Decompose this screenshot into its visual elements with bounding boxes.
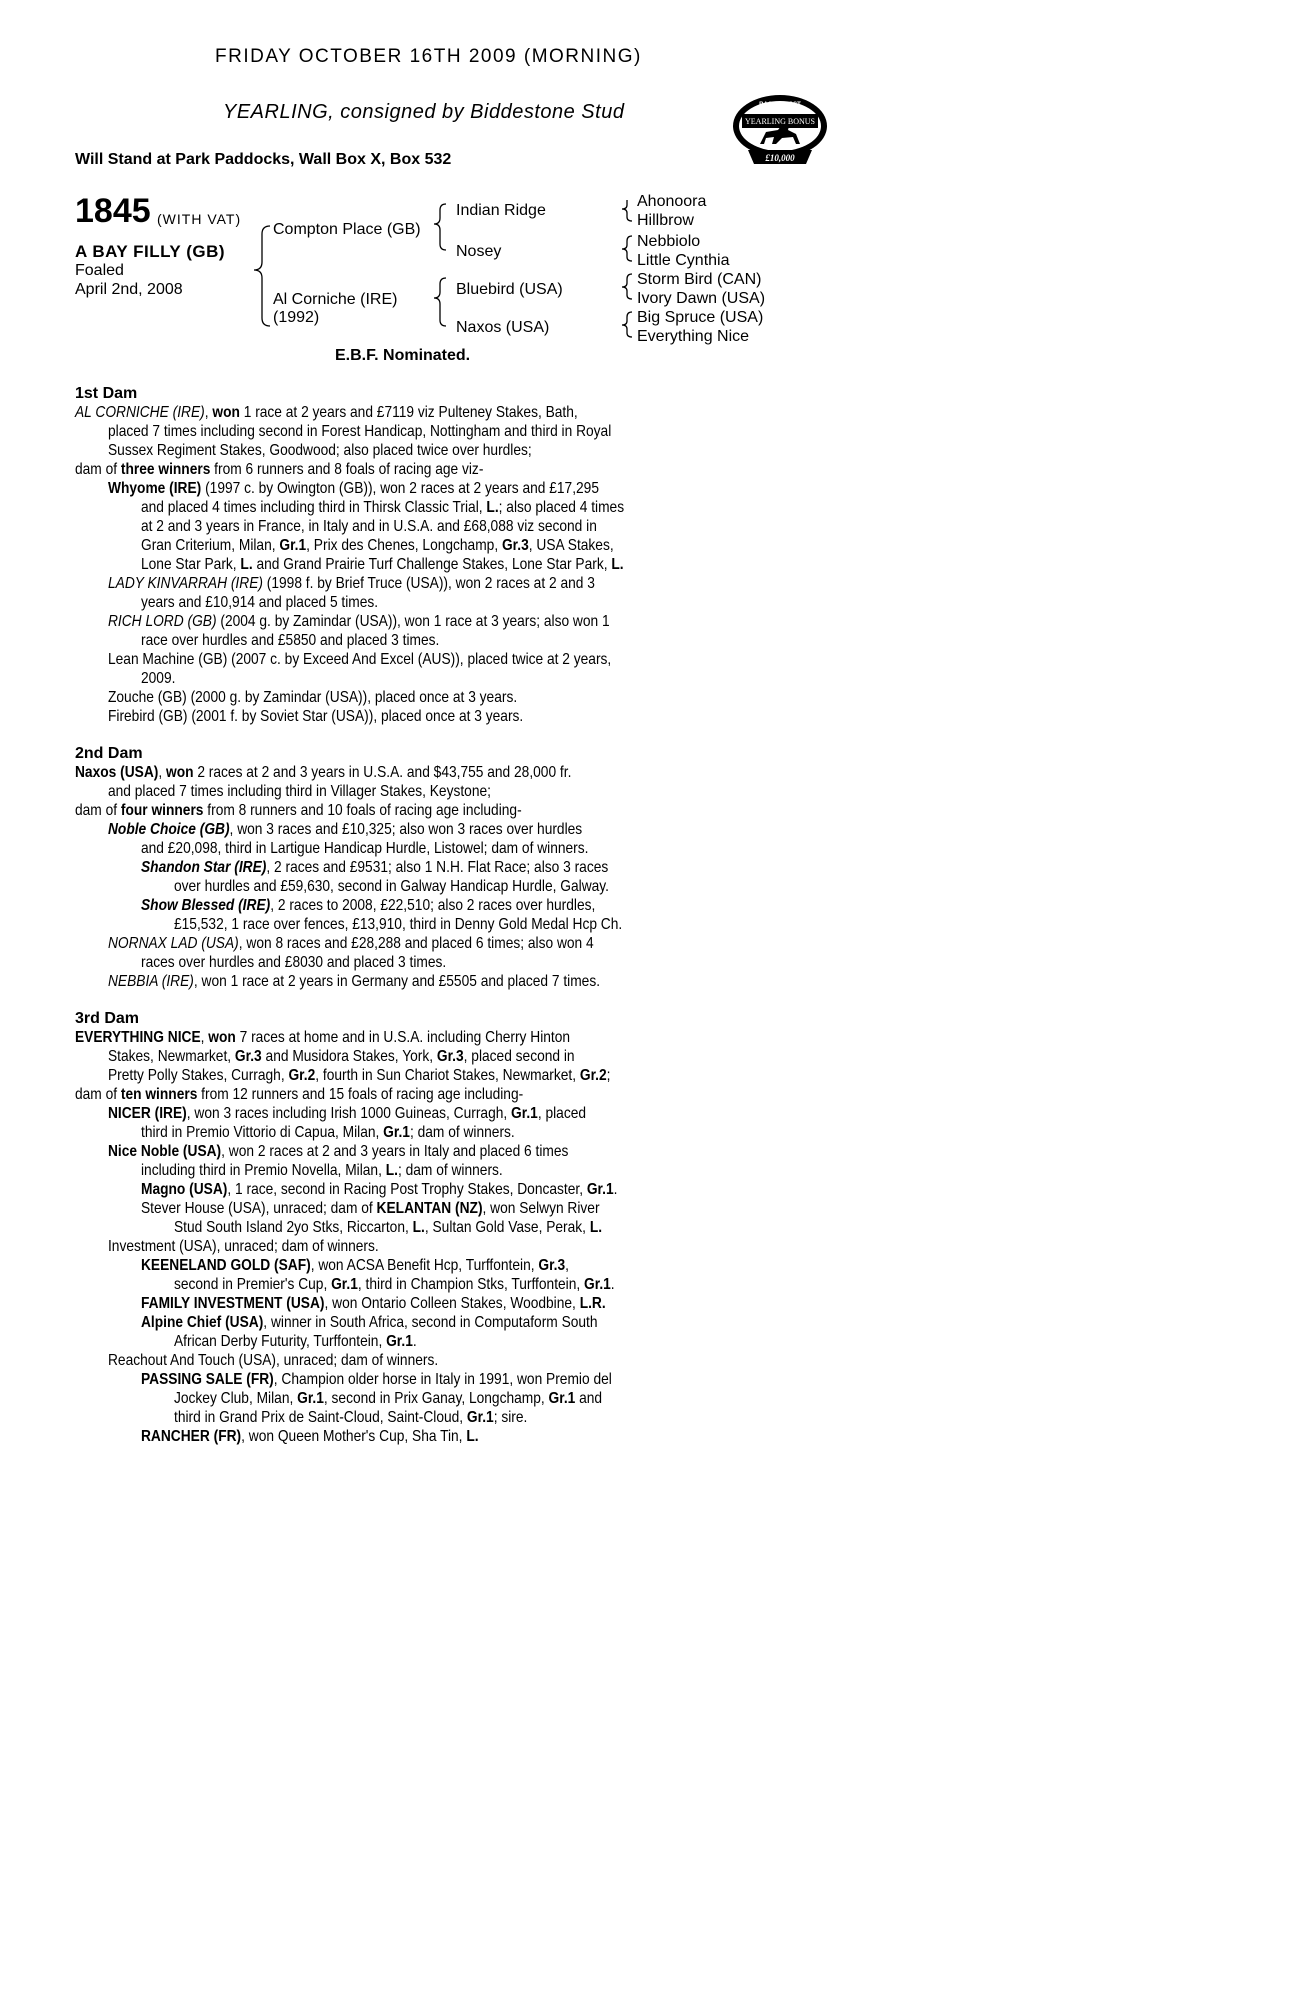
record-text: , USA Stakes,	[528, 537, 614, 554]
record-line	[75, 1180, 677, 1199]
record-line	[75, 820, 677, 839]
record-text: , won 2 races at 2 and 3 years in Italy and placed 6 times	[221, 1143, 569, 1160]
record-text: Reachout And Touch (USA), unraced; dam of winners.	[107, 1352, 439, 1369]
record-text: dam of	[75, 1086, 121, 1103]
record-text: , won 8 races and £28,288 and placed 6 times; also won 4	[238, 935, 594, 952]
record-text: Gr.1	[586, 1181, 614, 1198]
record-line	[75, 1389, 677, 1408]
record-text: 2009.	[140, 670, 176, 687]
record-line	[75, 1028, 677, 1047]
record-text: Gr.1	[466, 1409, 494, 1426]
pedigree-dam-sire: Bluebird (USA)	[456, 281, 563, 298]
record-line	[75, 536, 677, 555]
record-text: ; dam of winners.	[409, 1124, 515, 1141]
record-text: RANCHER (FR)	[140, 1428, 242, 1445]
record-text: ;	[606, 1067, 611, 1084]
record-text: Alpine Chief (USA)	[140, 1314, 264, 1331]
pedigree-sire-dam: Nosey	[456, 243, 502, 260]
record-text: Gr.1	[511, 1105, 538, 1122]
record-line	[75, 1104, 677, 1123]
record-line	[75, 631, 677, 650]
record-text: L.	[240, 556, 253, 573]
record-line	[75, 1047, 677, 1066]
record-line	[75, 707, 677, 726]
record-line	[75, 1218, 677, 1237]
record-text: ,	[565, 1257, 569, 1274]
record-text: NEBBIA (IRE)	[107, 973, 194, 990]
record-text: over hurdles and £59,630, second in Galway Handicap Hurdle, Galway.	[173, 878, 609, 895]
pedigree-dam: Al Corniche (IRE)	[273, 291, 398, 308]
yearling-bonus-badge	[730, 92, 830, 166]
record-text: Magno (USA)	[140, 1181, 228, 1198]
record-text: Gr.2	[579, 1067, 607, 1084]
pedigree-sds: Nebbiolo	[637, 233, 701, 250]
yearling-bonus-seal-icon	[730, 92, 830, 166]
record-text: , 1 race, second in Racing Post Trophy Stakes, Doncaster,	[227, 1181, 587, 1198]
record-text: NORNAX LAD (USA)	[107, 935, 239, 952]
pedigree-sire: Compton Place (GB)	[273, 221, 421, 238]
svg-text:YEARLING BONUS: YEARLING BONUS	[745, 117, 815, 126]
record-text: and placed 7 times including third in Villager Stakes, Keystone;	[107, 783, 491, 800]
record-line	[75, 650, 677, 669]
record-text: Zouche (GB) (2000 g. by Zamindar (USA)), placed once at 3 years.	[107, 689, 518, 706]
record-text: RICH LORD (GB)	[107, 613, 217, 630]
record-line	[75, 1066, 677, 1085]
record-text: , won Selwyn River	[482, 1200, 600, 1217]
pedigree-ssd: Hillbrow	[637, 212, 694, 229]
record-line	[75, 915, 677, 934]
record-text: , placed	[537, 1105, 587, 1122]
record-text: EVERYTHING NICE	[75, 1029, 201, 1046]
pedigree-dss: Storm Bird (CAN)	[637, 271, 762, 288]
record-text: (1997 c. by Owington (GB)), won 2 races at 2 years and £17,295	[201, 480, 599, 497]
record-text: , won 1 race at 2 years in Germany and £5505 and placed 7 times.	[193, 973, 601, 990]
record-text: .	[610, 1276, 615, 1293]
record-text: L.	[412, 1219, 425, 1236]
record-text: Gr.1	[386, 1333, 413, 1350]
record-text: Gr.1	[331, 1276, 358, 1293]
record-text: Naxos (USA)	[75, 764, 159, 781]
record-line	[75, 896, 677, 915]
record-text: Gr.1	[383, 1124, 410, 1141]
record-text: , 2 races to 2008, £22,510; also 2 races over hurdles,	[270, 897, 596, 914]
record-line	[75, 972, 677, 991]
record-text: won	[165, 764, 194, 781]
record-text: , Prix des Chenes, Longchamp,	[306, 537, 502, 554]
record-text: won	[212, 404, 240, 421]
record-line	[75, 1142, 677, 1161]
record-text: , winner in South Africa, second in Computaform South	[263, 1314, 598, 1331]
record-text: and Musidora Stakes, York,	[261, 1048, 437, 1065]
record-text: KEENELAND GOLD (SAF)	[140, 1257, 311, 1274]
record-text: four winners	[120, 802, 204, 819]
record-text: ,	[158, 764, 166, 781]
record-text: , won ACSA Benefit Hcp, Turffontein,	[310, 1257, 539, 1274]
record-text: FAMILY INVESTMENT (USA)	[140, 1295, 325, 1312]
record-line	[75, 574, 677, 593]
pedigree-sss: Ahonoora	[637, 193, 707, 210]
pedigree-ddd: Everything Nice	[637, 328, 750, 345]
record-text: ,	[200, 1029, 209, 1046]
dam-section	[75, 744, 775, 1009]
record-text: ; also placed 4 times	[498, 499, 625, 516]
record-text: Noble Choice (GB)	[107, 821, 230, 838]
record-text: , third in Champion Stks, Turffontein,	[357, 1276, 585, 1293]
record-line	[75, 839, 677, 858]
record-line	[75, 1123, 677, 1142]
record-line	[75, 403, 677, 422]
record-line	[75, 1294, 677, 1313]
record-line	[75, 612, 677, 631]
record-text: Stakes, Newmarket,	[107, 1048, 235, 1065]
record-text: NICER (IRE)	[107, 1105, 187, 1122]
record-text: three winners	[120, 461, 211, 478]
dam-section	[75, 1009, 775, 1446]
record-text: dam of	[75, 802, 121, 819]
record-text: from 12 runners and 15 foals of racing age including-	[197, 1086, 524, 1103]
record-text: from 8 runners and 10 foals of racing age including-	[203, 802, 522, 819]
record-text: 1 race at 2 years and £7119 viz Pulteney Stakes, Bath,	[239, 404, 578, 421]
foaled-date: April 2nd, 2008	[75, 281, 183, 298]
record-text: Lean Machine (GB) (2007 c. by Exceed And Excel (AUS)), placed twice at 2 years,	[107, 651, 612, 668]
record-text: AL CORNICHE (IRE)	[75, 404, 205, 421]
record-text: Whyome (IRE)	[107, 480, 202, 497]
record-text: and £20,098, third in Lartigue Handicap Hurdle, Listowel; dam of winners.	[140, 840, 589, 857]
pedigree-sire-sire: Indian Ridge	[456, 202, 546, 219]
record-text: from 6 runners and 8 foals of racing age viz-	[210, 461, 484, 478]
record-text: and Grand Prairie Turf Challenge Stakes, Lone Star Park,	[252, 556, 612, 573]
record-text: L.	[589, 1219, 603, 1236]
record-line	[75, 1332, 677, 1351]
dam-section	[75, 384, 775, 744]
svg-text:£10,000: £10,000	[765, 153, 795, 163]
pedigree-dam-year: (1992)	[273, 309, 320, 326]
ebf-nominated: E.B.F. Nominated.	[335, 347, 471, 364]
section-title: 3rd Dam	[75, 1010, 140, 1027]
record-text: Gr.1	[297, 1390, 324, 1407]
record-text: races over hurdles and £8030 and placed 3 times.	[140, 954, 447, 971]
record-text: Shandon Star (IRE)	[140, 859, 267, 876]
record-text: Nice Noble (USA)	[107, 1143, 222, 1160]
record-text: Gr.1	[584, 1276, 611, 1293]
svg-text:RACING POST: RACING POST	[759, 102, 801, 108]
record-text: , won Queen Mother's Cup, Sha Tin,	[241, 1428, 467, 1445]
record-text: Jockey Club, Milan,	[173, 1390, 298, 1407]
record-text: Gran Criterium, Milan,	[140, 537, 280, 554]
record-text: Stud South Island 2yo Stks, Riccarton,	[173, 1219, 413, 1236]
record-line	[75, 858, 677, 877]
record-line	[75, 1161, 677, 1180]
record-line	[75, 1256, 677, 1275]
record-line	[75, 688, 677, 707]
record-text: won	[208, 1029, 236, 1046]
record-text: , won 3 races including Irish 1000 Guineas, Curragh,	[186, 1105, 512, 1122]
record-text: Gr.3	[501, 537, 529, 554]
record-text: African Derby Futurity, Turffontein,	[173, 1333, 387, 1350]
record-text: second in Premier's Cup,	[173, 1276, 332, 1293]
consignor-subtitle: YEARLING, consigned by Biddestone Stud	[223, 101, 625, 123]
pedigree-dds: Big Spruce (USA)	[637, 309, 764, 326]
pedigree-dam-dam: Naxos (USA)	[456, 319, 550, 336]
record-text: Stever House (USA), unraced; dam of	[140, 1200, 377, 1217]
record-text: Investment (USA), unraced; dam of winners.	[107, 1238, 379, 1255]
record-text: LADY KINVARRAH (IRE)	[107, 575, 263, 592]
record-text: ,	[204, 404, 213, 421]
record-text: placed 7 times including second in Forest Handicap, Nottingham and third in Royal	[107, 423, 612, 440]
record-text: dam of	[75, 461, 121, 478]
record-text: L.R.	[579, 1295, 606, 1312]
record-text: Show Blessed (IRE)	[140, 897, 271, 914]
record-text: Gr.3	[436, 1048, 464, 1065]
record-line	[75, 953, 677, 972]
record-text: L.	[611, 556, 624, 573]
record-line	[75, 669, 677, 688]
record-text: Gr.1	[548, 1390, 576, 1407]
record-line	[75, 555, 677, 574]
record-text: 7 races at home and in U.S.A. including Cherry Hinton	[235, 1029, 571, 1046]
record-text: L.	[466, 1428, 479, 1445]
record-line	[75, 498, 677, 517]
record-text: £15,532, 1 race over fences, £13,910, third in Denny Gold Medal Hcp Ch.	[173, 916, 623, 933]
catalogue-sections	[75, 384, 775, 1446]
section-title: 1st Dam	[75, 385, 138, 402]
record-line	[75, 593, 677, 612]
record-line	[75, 763, 677, 782]
record-text: Gr.1	[279, 537, 307, 554]
record-text: 2 races at 2 and 3 years in U.S.A. and $43,755 and 28,000 fr.	[193, 764, 572, 781]
record-line	[75, 1427, 677, 1446]
record-text: PASSING SALE (FR)	[140, 1371, 274, 1388]
record-text: years and £10,914 and placed 5 times.	[140, 594, 379, 611]
record-text: ten winners	[120, 1086, 198, 1103]
record-text: Gr.3	[234, 1048, 262, 1065]
record-text: KELANTAN (NZ)	[376, 1200, 483, 1217]
foaled-label: Foaled	[75, 262, 124, 279]
record-line	[75, 934, 677, 953]
record-text: , Champion older horse in Italy in 1991, won Premio del	[273, 1371, 612, 1388]
record-text: , 2 races and £9531; also 1 N.H. Flat Race; also 3 races	[266, 859, 609, 876]
record-line	[75, 1199, 677, 1218]
record-text: and placed 4 times including third in Thirsk Classic Trial,	[140, 499, 487, 516]
record-text: Lone Star Park,	[140, 556, 241, 573]
record-line	[75, 877, 677, 896]
record-line	[75, 1408, 677, 1427]
record-line	[75, 1085, 677, 1104]
record-line	[75, 1313, 677, 1332]
record-line	[75, 1351, 677, 1370]
record-text: Pretty Polly Stakes, Curragh,	[107, 1067, 289, 1084]
lot-number: 1845	[75, 192, 151, 230]
record-text: , second in Prix Ganay, Longchamp,	[323, 1390, 549, 1407]
record-text: including third in Premio Novella, Milan,	[140, 1162, 386, 1179]
record-line	[75, 801, 677, 820]
horse-name: A BAY FILLY (GB)	[75, 242, 226, 261]
record-line	[75, 422, 677, 441]
record-text: third in Grand Prix de Saint-Cloud, Saint-Cloud,	[173, 1409, 467, 1426]
record-text: , won Ontario Colleen Stakes, Woodbine,	[324, 1295, 580, 1312]
section-title: 2nd Dam	[75, 745, 143, 762]
record-text: , placed second in	[463, 1048, 575, 1065]
record-text: third in Premio Vittorio di Capua, Milan,	[140, 1124, 384, 1141]
record-text: , won 3 races and £10,325; also won 3 races over hurdles	[229, 821, 583, 838]
pedigree-dsd: Ivory Dawn (USA)	[637, 290, 766, 307]
record-text: (2004 g. by Zamindar (USA)), won 1 race at 3 years; also won 1	[216, 613, 610, 630]
record-text: .	[412, 1333, 417, 1350]
record-text: (1998 f. by Brief Truce (USA)), won 2 races at 2 and 3	[262, 575, 595, 592]
record-text: at 2 and 3 years in France, in Italy and in U.S.A. and £68,088 viz second in	[140, 518, 597, 535]
record-line	[75, 517, 677, 536]
record-line	[75, 1370, 677, 1389]
record-text: Sussex Regiment Stakes, Goodwood; also placed twice over hurdles;	[107, 442, 532, 459]
stand-location: Will Stand at Park Paddocks, Wall Box X, Box 532	[75, 151, 452, 168]
record-line	[75, 479, 677, 498]
record-line	[75, 1275, 677, 1294]
record-text: race over hurdles and £5850 and placed 3 times.	[140, 632, 440, 649]
record-text: Gr.2	[288, 1067, 316, 1084]
record-line	[75, 460, 677, 479]
pedigree-sdd: Little Cynthia	[637, 252, 730, 269]
sale-date-header: FRIDAY OCTOBER 16TH 2009 (MORNING)	[215, 46, 642, 67]
vat-note: (WITH VAT)	[157, 211, 242, 227]
record-line	[75, 441, 677, 460]
record-text: L.	[486, 499, 499, 516]
record-text: Firebird (GB) (2001 f. by Soviet Star (USA)), placed once at 3 years.	[107, 708, 524, 725]
record-text: ; dam of winners.	[397, 1162, 503, 1179]
record-text: Gr.3	[538, 1257, 566, 1274]
record-text: and	[575, 1390, 603, 1407]
record-text: , Sultan Gold Vase, Perak,	[424, 1219, 590, 1236]
record-text: , fourth in Sun Chariot Stakes, Newmarket,	[315, 1067, 580, 1084]
record-text: ; sire.	[493, 1409, 528, 1426]
record-line	[75, 782, 677, 801]
record-line	[75, 1237, 677, 1256]
record-text: .	[613, 1181, 618, 1198]
record-text: L.	[385, 1162, 398, 1179]
